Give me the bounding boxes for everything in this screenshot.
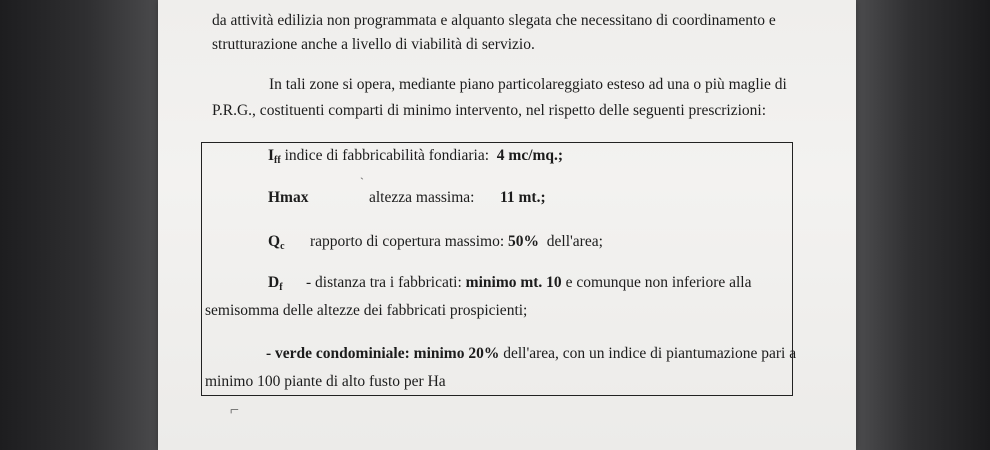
document-page (158, 0, 856, 450)
iff-subscript: ff (274, 155, 281, 166)
desk-background-left (0, 0, 158, 450)
verde-line2: minimo 100 piante di alto fusto per Ha (205, 373, 446, 390)
desk-background-right (856, 0, 990, 450)
df-description: - distanza tra i fabbricati: (306, 274, 462, 291)
qc-suffix: dell'area; (546, 233, 603, 250)
iff-description: indice di fabbricabilità fondiaria: (284, 147, 490, 164)
df-row (268, 275, 283, 293)
pen-mark: ˏ (360, 166, 364, 180)
iff-symbol: I (268, 147, 275, 164)
iff-value: 4 mc/mq.; (496, 147, 564, 164)
paragraph1-line2: strutturazione anche a livello di viabilità di servizio. (212, 36, 535, 53)
hmax-symbol: Hmax (268, 189, 309, 206)
qc-value: 50% (508, 233, 540, 250)
df-symbol: D (268, 274, 280, 291)
hmax-description: altezza massima: (369, 189, 475, 206)
verde-row (266, 346, 796, 362)
iff-row (268, 148, 563, 166)
prescriptions-box (201, 142, 797, 396)
qc-description: rapporto di copertura massimo: (310, 233, 505, 250)
hmax-value: 11 mt.; (500, 189, 546, 206)
qc-subscript: c (280, 241, 285, 252)
qc-row (268, 234, 285, 252)
df-subscript: f (279, 282, 283, 293)
paragraph1-line1: da attività edilizia non programmata e alquanto slegata che necessitano di coordinamento e (212, 12, 776, 29)
df-text (306, 275, 752, 291)
df-suffix: e comunque non inferiore alla (565, 274, 752, 291)
paragraph2-line2: P.R.G., costituenti comparti di minimo intervento, nel rispetto delle seguenti prescrizioni: (212, 102, 767, 119)
verde-rest: dell'area, con un indice di piantumazione pari a (503, 345, 797, 362)
qc-symbol: Q (268, 233, 281, 250)
pen-mark-bottom: ⌐ (230, 402, 240, 419)
df-value: minimo mt. 10 (465, 274, 562, 291)
df-line2: semisomma delle altezze dei fabbricati prospicienti; (205, 302, 528, 319)
hmax-row (268, 190, 308, 206)
verde-bold: - verde condominiale: minimo 20% (266, 345, 500, 362)
qc-text (310, 234, 603, 250)
paragraph2-line1: In tali zone si opera, mediante piano particolareggiato esteso ad una o più maglie di (269, 76, 787, 93)
